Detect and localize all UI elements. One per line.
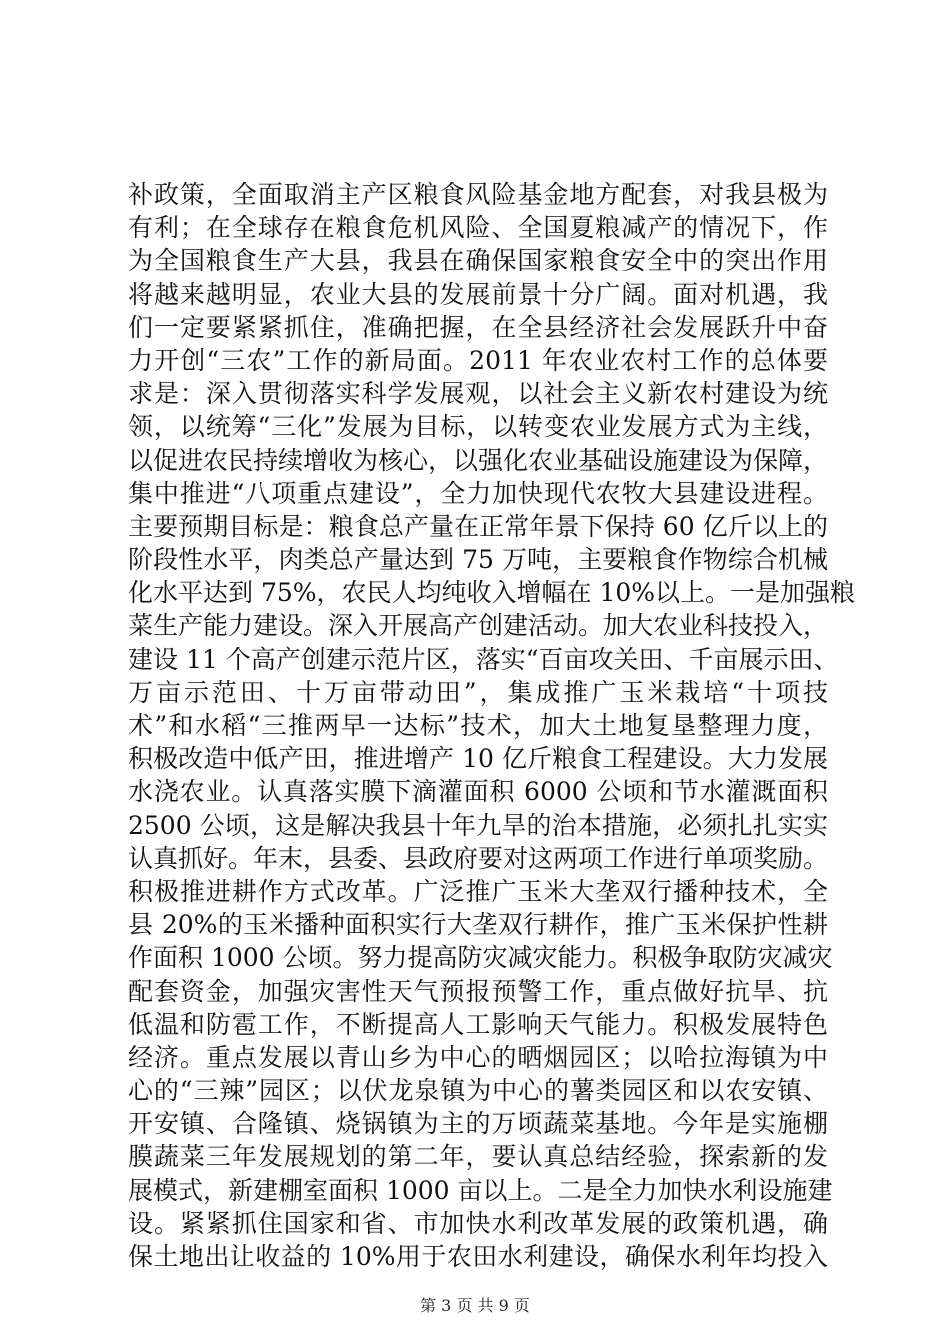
- text-line: 2500 公顷，这是解决我县十年九旱的治本措施，必须扎扎实实: [128, 810, 828, 840]
- text-line: 万亩示范田、十万亩带动田”，集成推广玉米栽培“十项技: [128, 677, 828, 707]
- text-line: 将越来越明显，农业大县的发展前景十分广阔。面对机遇，我: [128, 279, 828, 309]
- text-line: 水浇农业。认真落实膜下滴灌面积 6000 公顷和节水灌溉面积: [128, 777, 828, 807]
- text-line: 有利；在全球存在粮食危机风险、全国夏粮减产的情况下，作: [128, 213, 828, 243]
- text-line: 集中推进“八项重点建设”，全力加快现代农牧大县建设进程。: [128, 478, 828, 508]
- text-line: 作面积 1000 公顷。努力提高防灾减灾能力。积极争取防灾减灾: [128, 943, 833, 973]
- text-line: 开安镇、合隆镇、烧锅镇为主的万顷蔬菜基地。今年是实施棚: [128, 1109, 828, 1139]
- text-line: 主要预期目标是：粮食总产量在正常年景下保持 60 亿斤以上的: [128, 511, 828, 541]
- text-line: 求是：深入贯彻落实科学发展观，以社会主义新农村建设为统: [128, 379, 828, 409]
- text-line: 低温和防雹工作，不断提高人工影响天气能力。积极发展特色: [128, 1009, 828, 1039]
- text-line: 认真抓好。年末，县委、县政府要对这两项工作进行单项奖励。: [128, 843, 829, 873]
- text-line: 力开创“三农”工作的新局面。2011 年农业农村工作的总体要: [128, 345, 828, 375]
- text-line: 设。紧紧抓住国家和省、市加快水利改革发展的政策机遇，确: [128, 1208, 828, 1238]
- text-line: 领，以统筹“三化”发展为目标，以转变农业发展方式为主线，: [128, 412, 828, 442]
- text-line: 积极推进耕作方式改革。广泛推广玉米大垄双行播种技术，全: [128, 876, 828, 906]
- text-line: 化水平达到 75%，农民人均纯收入增幅在 10%以上。一是加强粮: [128, 578, 856, 608]
- text-line: 展模式，新建棚室面积 1000 亩以上。二是全力加快水利设施建: [128, 1175, 833, 1205]
- text-line: 保土地出让收益的 10%用于农田水利建设，确保水利年均投入: [128, 1242, 828, 1271]
- text-line: 经济。重点发展以青山乡为中心的晒烟园区；以哈拉海镇为中: [128, 1042, 828, 1072]
- text-line: 县 20%的玉米播种面积实行大垄双行耕作，推广玉米保护性耕: [128, 910, 828, 940]
- text-line: 积极改造中低产田，推进增产 10 亿斤粮食工程建设。大力发展: [128, 744, 828, 774]
- body-text: [128, 178, 856, 1273]
- text-line: 心的“三辣”园区；以伏龙泉镇为中心的薯类园区和以农安镇、: [128, 1076, 828, 1106]
- text-line: 们一定要紧紧抓住，准确把握，在全县经济社会发展跃升中奋: [128, 312, 828, 342]
- text-line: 膜蔬菜三年发展规划的第二年，要认真总结经验，探索新的发: [128, 1142, 828, 1172]
- text-line: 菜生产能力建设。深入开展高产创建活动。加大农业科技投入，: [128, 611, 829, 641]
- page-number-footer: 第 3 页 共 9 页: [420, 1296, 530, 1315]
- text-line: 阶段性水平，肉类总产量达到 75 万吨，主要粮食作物综合机械: [128, 545, 828, 575]
- text-line: 以促进农民持续增收为核心，以强化农业基础设施建设为保障，: [128, 445, 829, 475]
- text-line: 建设 11 个高产创建示范片区，落实“百亩攻关田、千亩展示田、: [128, 644, 839, 674]
- text-line: 补政策，全面取消主产区粮食风险基金地方配套，对我县极为: [128, 180, 828, 209]
- text-line: 术”和水稻“三推两早一达标”技术，加大土地复垦整理力度，: [128, 711, 828, 740]
- text-line: 为全国粮食生产大县，我县在确保国家粮食安全中的突出作用: [128, 246, 828, 276]
- text-line: 配套资金，加强灾害性天气预报预警工作，重点做好抗旱、抗: [128, 976, 828, 1006]
